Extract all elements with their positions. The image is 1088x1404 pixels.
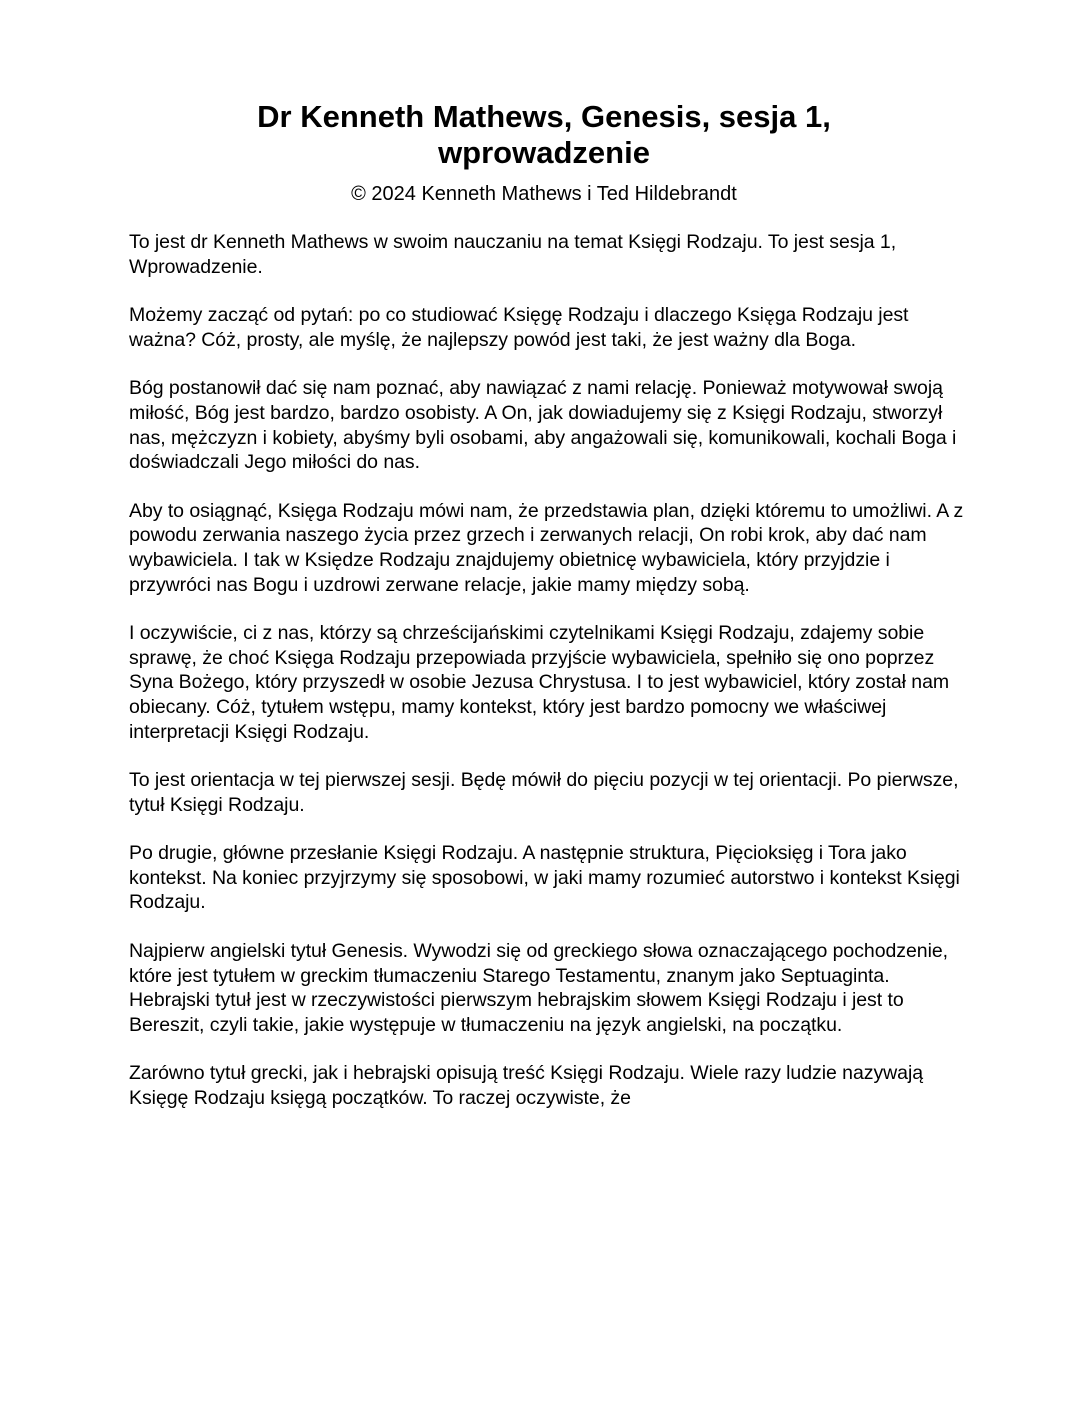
paragraph-7: Po drugie, główne przesłanie Księgi Rodzaju. A następnie struktura, Pięcioksięg i Tora jako kontekst. Na koniec przyjrzymy się sposobowi, w jaki mamy rozumieć autorstwo i kontekst Księgi Rodzaju. <box>129 842 960 914</box>
paragraph-5: I oczywiście, ci z nas, którzy są chrześcijańskimi czytelnikami Księgi Rodzaju, zdajemy sobie sprawę, że choć Księga Rodzaju przepowiada przyjście wybawiciela, spełniło się ono poprzez Syna Bożego, który przyszedł w osobie Jezusa Chrystusa. I to jest wybawiciel, który został nam obiecany. Cóż, tytułem wstępu, mamy kontekst, który jest bardzo pomocny we właściwej interpretacji Księgi Rodzaju. <box>129 622 950 743</box>
paragraph-2: Możemy zacząć od pytań: po co studiować Księgę Rodzaju i dlaczego Księga Rodzaju jest ważna? Cóż, prosty, ale myślę, że najlepszy powód jest taki, że jest ważny dla Boga. <box>129 304 909 351</box>
paragraph-9: Zarówno tytuł grecki, jak i hebrajski opisują treść Księgi Rodzaju. Wiele razy ludzie nazywają Księgę Rodzaju księgą początków. To raczej oczywiste, że <box>129 1062 924 1110</box>
document-title <box>0 99 1088 171</box>
paragraph-6: To jest orientacja w tej pierwszej sesji. Będę mówił do pięciu pozycji w tej orientacji. Po pierwsze, tytuł Księgi Rodzaju. <box>129 769 959 816</box>
title-line-2: wprowadzenie <box>438 135 650 170</box>
paragraph-8: Najpierw angielski tytuł Genesis. Wywodzi się od greckiego słowa oznaczającego pochodzenie, które jest tytułem w greckim tłumaczeniu Starego Testamentu, znanym jako Septuaginta. Hebrajski tytuł jest w rzeczywistości pierwszym hebrajskim słowem Księgi Rodzaju i jest to Bereszit, czyli takie, jakie występuje w tłumaczeniu na język angielski, na początku. <box>129 940 949 1036</box>
copyright-notice: © 2024 Kenneth Mathews i Ted Hildebrandt <box>351 183 737 205</box>
paragraph-4: Aby to osiągnąć, Księga Rodzaju mówi nam, że przedstawia plan, dzięki któremu to umożliwi. A z powodu zerwania naszego życia przez grzech i zerwanych relacji, On robi krok, aby dać nam wybawiciela. I tak w Księdze Rodzaju znajdujemy obietnicę wybawiciela, który przyjdzie i przywróci nas Bogu i uzdrowi zerwane relacje, jakie mamy między sobą. <box>129 499 964 596</box>
paragraph-1: To jest dr Kenneth Mathews w swoim nauczaniu na temat Księgi Rodzaju. To jest sesja 1, Wprowadzenie. <box>129 231 897 278</box>
document-body <box>129 230 969 1135</box>
paragraph-3: Bóg postanowił dać się nam poznać, aby nawiązać z nami relację. Ponieważ motywował swoją miłość, Bóg jest bardzo, bardzo osobisty. A On, jak dowiadujemy się z Księgi Rodzaju, stworzył nas, mężczyzn i kobiety, abyśmy byli osobami, aby angażowali się, komunikowali, kochali Boga i doświadczali Jego miłości do nas. <box>129 377 957 474</box>
title-line-1: Dr Kenneth Mathews, Genesis, sesja 1, <box>257 99 831 134</box>
